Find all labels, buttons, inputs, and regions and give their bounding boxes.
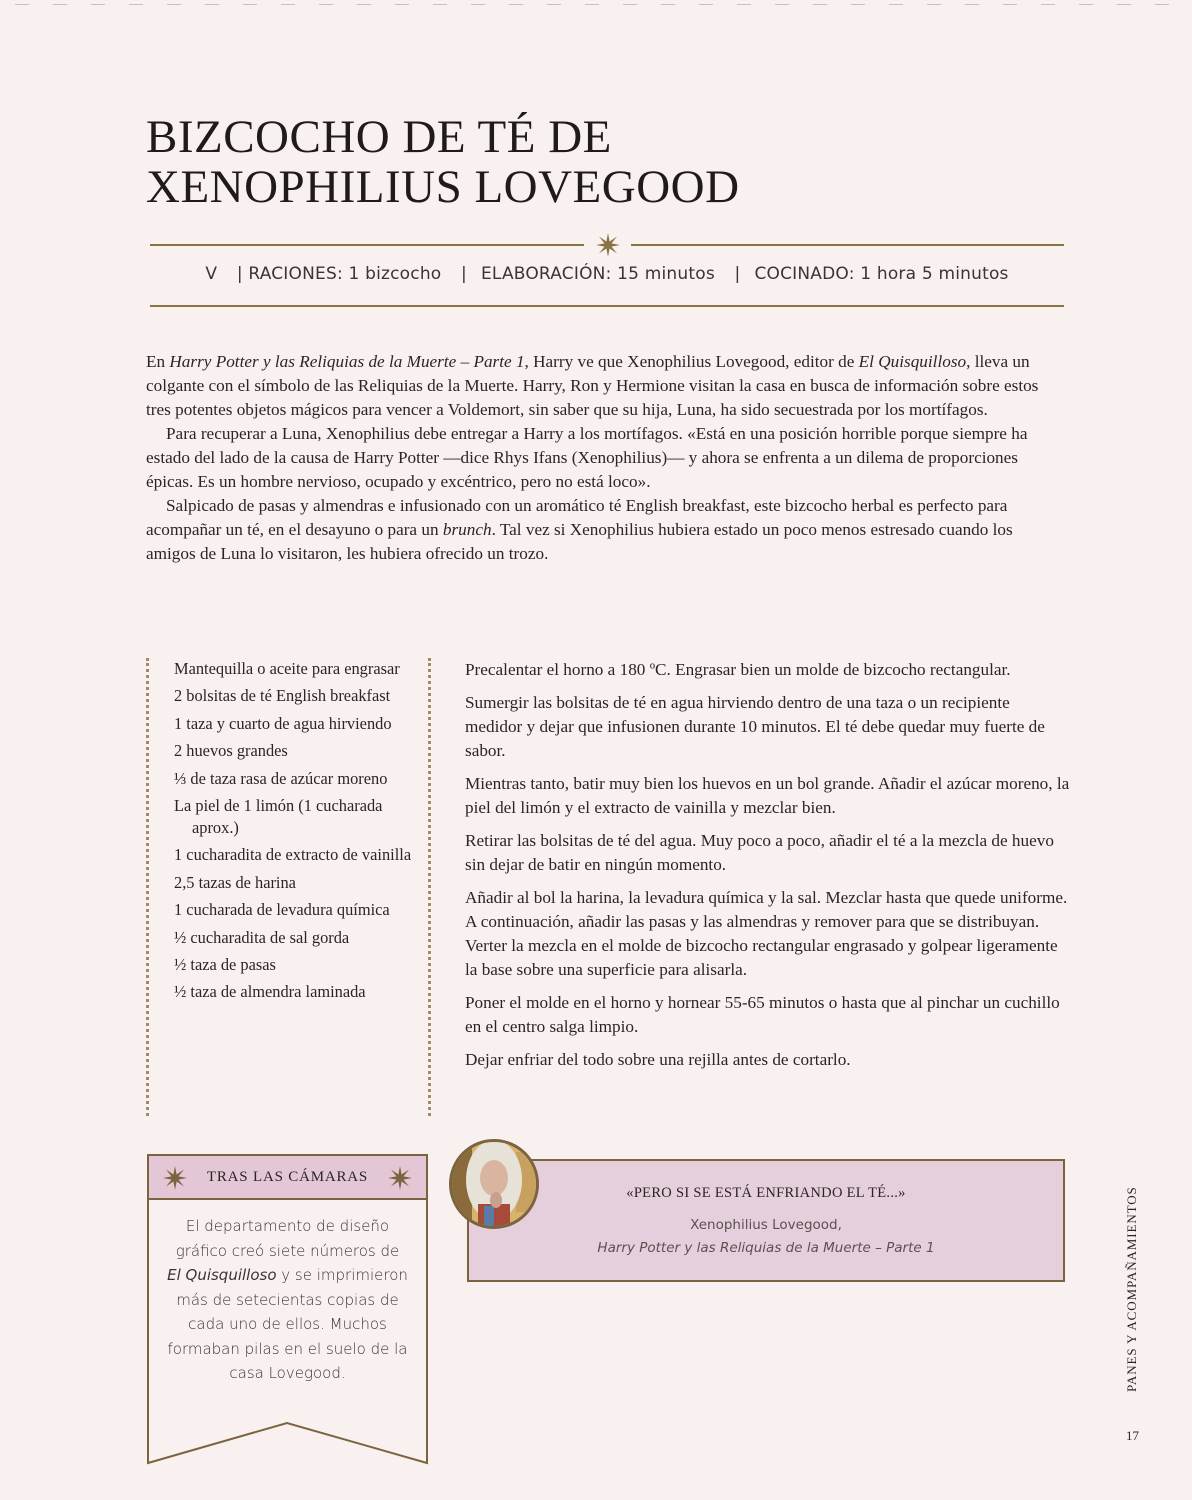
bottom-rule [150,305,1064,307]
quote-speaker: Xenophilius Lovegood, [690,1217,842,1233]
method-step: Añadir al bol la harina, la levadura química y la sal. Mezclar hasta que quede uniforme. A continuación, añadir las pasas y las almendras y remover para que se distribuyan. Verter la mezcla en el molde de bizcocho rectangular engrasado y golpear ligeramente la base sobre una superficie para alisarla. [465,888,1068,979]
quote-box [467,1159,1065,1282]
star-ornament-icon [163,1166,187,1190]
recipe-title [146,112,846,212]
ingredient-item: ½ taza de pasas [174,954,276,974]
method-step: Poner el molde en el horno y hornear 55-65 minutos o hasta que al pinchar un cuchillo en el centro salga limpio. [465,993,1060,1036]
section-label: PANES Y ACOMPAÑAMIENTOS [1124,1186,1139,1392]
quote-source: Harry Potter y las Reliquias de la Muerte – Parte 1 [597,1240,935,1256]
recipe-meta [150,264,1064,284]
separator: | [461,264,467,284]
behind-the-scenes-box [147,1154,428,1470]
ingredient-item: La piel de 1 limón (1 cucharada aprox.) [174,795,383,837]
diet-label: V [205,264,218,284]
ingredient-item: 2,5 tazas de harina [174,872,296,892]
method-step: Dejar enfriar del todo sobre una rejilla antes de cortarlo. [465,1050,851,1069]
ingredient-item: 2 huevos grandes [174,741,288,761]
method-steps [465,658,1070,1081]
title-line-2: XENOPHILIUS LOVEGOOD [146,161,740,213]
ingredient-item: ½ taza de almendra laminada [174,982,366,1002]
ingredient-item: 1 cucharada de levadura química [174,900,390,920]
behind-the-scenes-title: TRAS LAS CÁMARAS [206,1168,369,1185]
title-line-1: BIZCOCHO DE TÉ DE [146,111,612,163]
star-ornament-icon [388,1166,412,1190]
behind-the-scenes-header [149,1156,426,1198]
method-step: Sumergir las bolsitas de té en agua hirviendo dentro de una taza o un recipiente medidor y dejar que infusionen durante 10 minutos. El té debe quedar muy fuerte de sabor. [465,693,1045,760]
top-rule-left [150,244,584,246]
ingredient-item: ⅓ de taza rasa de azúcar moreno [174,768,388,788]
intro-paragraph-2: Para recuperar a Luna, Xenophilius debe entregar a Harry a los mortífagos. «Está en una posición horrible porque siempre ha estado del lado de la causa de Harry Potter —dice Rhys Ifans (Xenophilius)— y ahora se enfrenta a un dilema de proporciones épicas. Es un hombre nervioso, ocupado y excéntrico, pero no está loco». [146,424,1028,491]
quote-attribution [469,1214,1063,1260]
method-step: Precalentar el horno a 180 ºC. Engrasar bien un molde de bizcocho rectangular. [465,660,1011,679]
cook-time: COCINADO: 1 hora 5 minutos [754,264,1009,284]
page-number: 17 [1126,1428,1139,1443]
ingredient-item: 1 taza y cuarto de agua hirviendo [174,713,392,733]
method-step: Mientras tanto, batir muy bien los huevos en un bol grande. Añadir el azúcar moreno, la piel del limón y el extracto de vainilla y mezclar bien. [465,774,1070,817]
behind-the-scenes-text: El departamento de diseño gráfico creó siete números de El Quisquilloso y se imprimieron más de setecientas copias de cada uno de ellos. Muchos formaban pilas en el suelo de la casa Lovegood. [167,1217,408,1382]
intro-paragraph-3: Salpicado de pasas y almendras e infusionado con un aromático té English breakfast, este bizcocho herbal es perfecto para acompañar un té, en el desayuno o para un brunch. Tal vez si Xenophilius hubiera estado un poco menos estresado cuando los amigos de Luna lo visitaron, les hubiera ofrecido un trozo. [146,496,1013,563]
ingredient-item: 1 cucharadita de extracto de vainilla [174,845,412,865]
ingredients-list [146,658,431,1116]
intro-text [146,350,1066,566]
ingredient-item: Mantequilla o aceite para engrasar [174,659,400,678]
top-dashed-border [15,4,1192,5]
top-rule-right [631,244,1064,246]
intro-paragraph-1: En Harry Potter y las Reliquias de la Muerte – Parte 1, Harry ve que Xenophilius Lovegood, editor de El Quisquilloso, lleva un colgante con el símbolo de las Reliquias de la Muerte. Harry, Ron y Hermione visitan la casa en busca de información sobre estos tres potentes objetos mágicos para vencer a Voldemort, sin saber que su hija, Luna, ha sido secuestrada por los mortífagos. [146,352,1039,419]
star-ornament-icon [596,233,620,257]
separator: | [734,264,741,284]
method-step: Retirar las bolsitas de té del agua. Muy poco a poco, añadir el té a la mezcla de huevo sin dejar de batir en ningún momento. [465,831,1054,874]
servings: | RACIONES: 1 bizcocho [236,264,442,284]
quote-text: «PERO SI SE ESTÁ ENFRIANDO EL TÉ...» [626,1185,906,1201]
prep-time: ELABORACIÓN: 15 minutos [480,264,715,284]
ingredient-item: 2 bolsitas de té English breakfast [174,686,391,706]
ingredient-item: ½ cucharadita de sal gorda [174,927,350,947]
xenophilius-portrait-icon [449,1139,539,1229]
